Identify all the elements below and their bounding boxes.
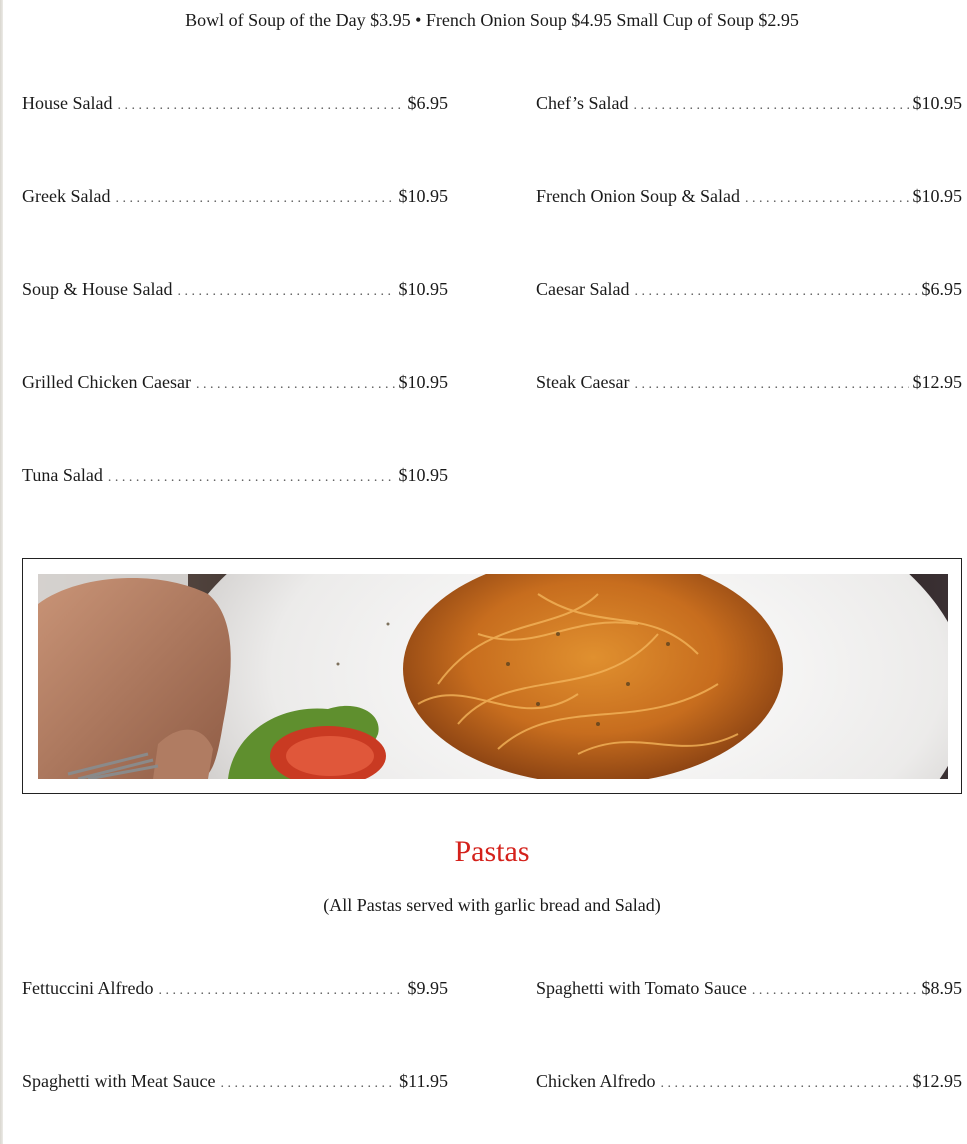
menu-item-name: Soup & House Salad [22, 279, 173, 299]
menu-item-caesar-salad [536, 279, 962, 303]
dot-leader [634, 284, 917, 300]
dot-leader [178, 284, 395, 300]
dot-leader [220, 1076, 395, 1092]
menu-item-name: Tuna Salad [22, 465, 103, 485]
menu-item-chicken-alfredo [536, 1071, 962, 1095]
menu-item-steak-caesar [536, 372, 962, 396]
menu-item-price: $10.95 [398, 372, 448, 392]
dot-leader [634, 377, 908, 393]
dot-leader [108, 470, 395, 486]
menu-item-name: Spaghetti with Meat Sauce [22, 1071, 216, 1091]
menu-item-name: Greek Salad [22, 186, 111, 206]
menu-item-price: $9.95 [407, 978, 448, 998]
section-title-pastas: Pastas [454, 835, 530, 868]
menu-item-house-salad [22, 93, 448, 117]
dot-leader [158, 983, 403, 999]
page-left-edge [0, 0, 3, 1144]
menu-item-spaghetti-meat-sauce [22, 1071, 448, 1095]
dot-leader [752, 983, 918, 999]
menu-item-price: $6.95 [921, 279, 962, 299]
dot-leader [633, 98, 908, 114]
menu-item-soup-house-salad [22, 279, 448, 303]
dot-leader [117, 98, 403, 114]
menu-item-grilled-chicken-caesar [22, 372, 448, 396]
dot-leader [660, 1076, 908, 1092]
menu-item-price: $8.95 [921, 978, 962, 998]
menu-item-price: $10.95 [912, 93, 962, 113]
menu-item-name: Chicken Alfredo [536, 1071, 656, 1091]
menu-item-name: Caesar Salad [536, 279, 630, 299]
menu-item-price: $12.95 [912, 1071, 962, 1091]
dot-leader [745, 191, 909, 207]
menu-item-name: Steak Caesar [536, 372, 630, 392]
menu-item-price: $12.95 [912, 372, 962, 392]
menu-item-price: $6.95 [407, 93, 448, 113]
menu-item-price: $10.95 [398, 279, 448, 299]
food-photo-frame [22, 558, 962, 794]
menu-item-name: Grilled Chicken Caesar [22, 372, 191, 392]
menu-item-chefs-salad [536, 93, 962, 117]
menu-item-price: $11.95 [399, 1071, 448, 1091]
spaghetti-photo [38, 574, 948, 779]
menu-item-name: Spaghetti with Tomato Sauce [536, 978, 747, 998]
dot-leader [196, 377, 395, 393]
menu-item-price: $10.95 [912, 186, 962, 206]
menu-item-name: House Salad [22, 93, 113, 113]
menu-item-name: French Onion Soup & Salad [536, 186, 740, 206]
menu-item-name: Chef’s Salad [536, 93, 629, 113]
dot-leader [115, 191, 394, 207]
spaghetti-plate-illustration [38, 574, 948, 779]
menu-item-french-onion-soup-salad [536, 186, 962, 210]
menu-item-fettuccini-alfredo [22, 978, 448, 1002]
menu-item-price: $10.95 [398, 465, 448, 485]
menu-item-name: Fettuccini Alfredo [22, 978, 154, 998]
menu-item-spaghetti-tomato-sauce [536, 978, 962, 1002]
soup-prices-line: Bowl of Soup of the Day $3.95 • French Onion Soup $4.95 Small Cup of Soup $2.95 [185, 10, 799, 30]
menu-item-greek-salad [22, 186, 448, 210]
menu-item-price: $10.95 [398, 186, 448, 206]
section-subtitle-pastas: (All Pastas served with garlic bread and Salad) [323, 895, 661, 915]
menu-item-tuna-salad [22, 465, 448, 489]
